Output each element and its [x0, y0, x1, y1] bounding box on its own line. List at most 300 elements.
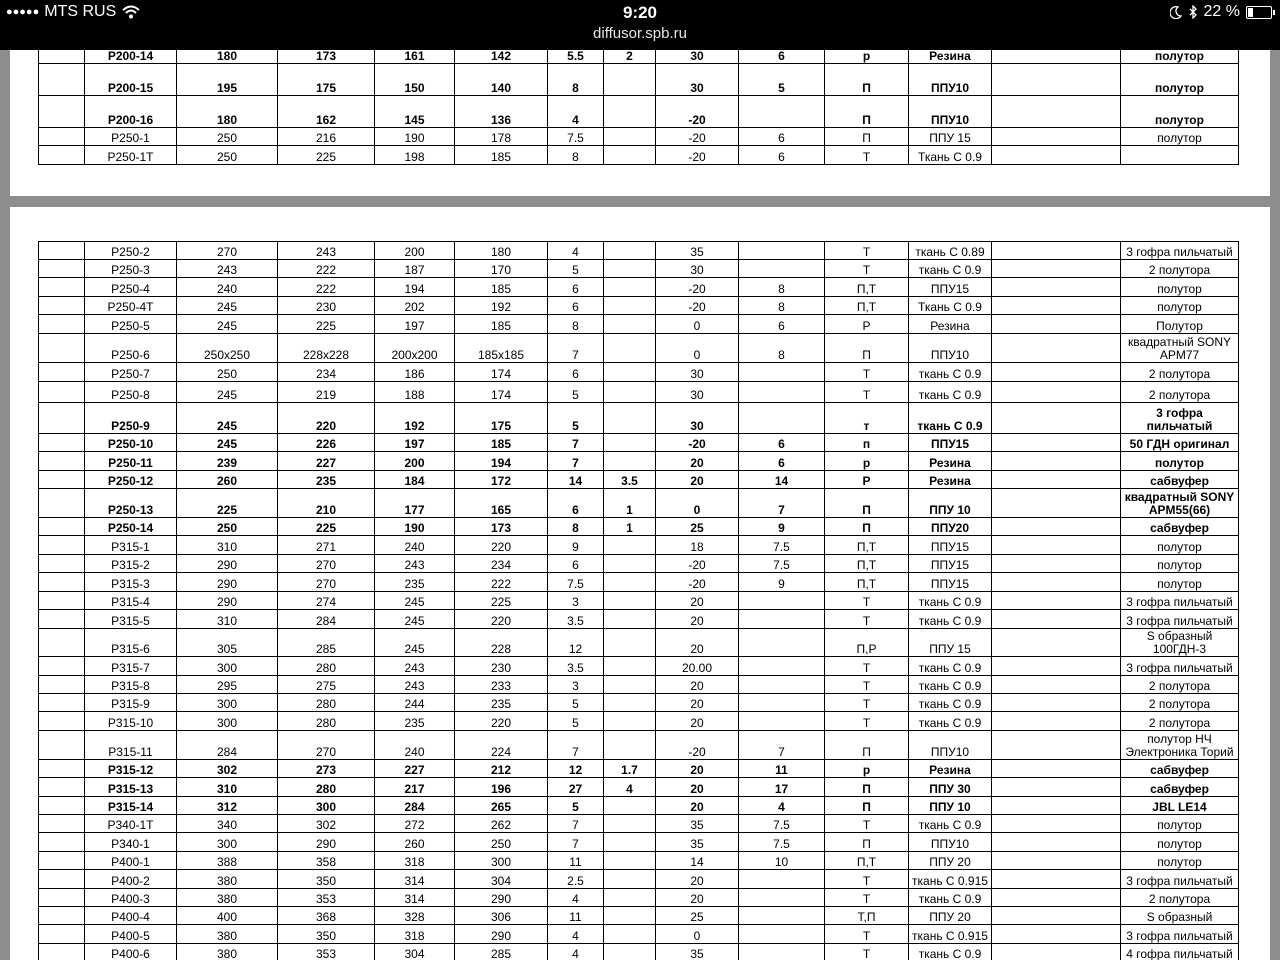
table-cell: 172	[455, 471, 548, 489]
table-cell: 185	[455, 434, 548, 452]
table-cell: Т	[825, 592, 909, 610]
table-cell: полутор	[1121, 297, 1239, 315]
table-cell	[39, 629, 85, 657]
table-row	[39, 434, 1239, 452]
table-cell: ППУ15	[909, 278, 992, 297]
table-cell: 217	[375, 778, 455, 797]
table-cell: 230	[278, 297, 375, 315]
table-cell: П	[825, 64, 909, 96]
table-cell: 5	[739, 64, 825, 96]
table-cell: 3 гофра пильчатый	[1121, 403, 1239, 434]
table-cell: ткань С 0.9	[909, 889, 992, 907]
table-cell: 220	[278, 403, 375, 434]
table-row	[39, 778, 1239, 797]
table-cell: 7.5	[739, 815, 825, 833]
table-cell: 2 полутора	[1121, 676, 1239, 694]
table-cell: 177	[375, 489, 455, 518]
table-cell: 185	[455, 315, 548, 334]
table-cell: -20	[656, 146, 739, 165]
table-body-page1	[39, 50, 1239, 165]
table-cell: 272	[375, 815, 455, 833]
table-cell	[992, 731, 1121, 760]
table-cell	[992, 536, 1121, 555]
table-cell	[39, 925, 85, 944]
table-cell: P315-1	[85, 536, 177, 555]
table-cell: 20	[656, 889, 739, 907]
table-cell: полутор	[1121, 96, 1239, 128]
table-cell: 224	[455, 731, 548, 760]
table-cell: Т	[825, 815, 909, 833]
table-row	[39, 536, 1239, 555]
table-cell: 290	[177, 555, 278, 573]
table-cell: 245	[375, 592, 455, 610]
table-cell: 25	[656, 518, 739, 536]
table-cell: П	[825, 731, 909, 760]
table-cell: 30	[656, 403, 739, 434]
table-cell: Т	[825, 146, 909, 165]
table-row	[39, 712, 1239, 731]
table-cell: 7	[548, 815, 604, 833]
table-cell	[39, 471, 85, 489]
table-cell: P340-1T	[85, 815, 177, 833]
table-cell: П,Т	[825, 536, 909, 555]
table-cell: P315-14	[85, 797, 177, 815]
table-cell: 186	[375, 363, 455, 382]
table-cell: 270	[177, 242, 278, 260]
table-cell: P400-4	[85, 907, 177, 925]
table-cell: 245	[375, 629, 455, 657]
table-cell: 210	[278, 489, 375, 518]
table-row	[39, 242, 1239, 260]
table-cell: ткань С 0.9	[909, 363, 992, 382]
table-cell: 380	[177, 925, 278, 944]
table-cell	[604, 797, 656, 815]
bluetooth-icon	[1188, 5, 1198, 19]
table-cell: 200x200	[375, 334, 455, 363]
table-cell: Ткань С 0.9	[909, 297, 992, 315]
table-cell: ППУ10	[909, 64, 992, 96]
table-cell: 192	[375, 403, 455, 434]
table-cell: Резина	[909, 471, 992, 489]
table-cell	[39, 815, 85, 833]
table-cell	[39, 676, 85, 694]
table-cell: 275	[278, 676, 375, 694]
table-cell: 300	[455, 852, 548, 870]
table-cell: П	[825, 797, 909, 815]
table-cell	[39, 128, 85, 146]
table-row	[39, 870, 1239, 889]
table-cell: Полутор	[1121, 315, 1239, 334]
table-row	[39, 797, 1239, 815]
table-cell	[992, 852, 1121, 870]
table-cell: 4	[548, 96, 604, 128]
table-cell: 270	[278, 573, 375, 592]
table-cell	[992, 870, 1121, 889]
table-cell: 5.5	[548, 50, 604, 64]
table-cell: 244	[375, 694, 455, 712]
table-cell: 20	[656, 676, 739, 694]
table-cell: 9	[548, 536, 604, 555]
table-cell: П,Р	[825, 629, 909, 657]
table-cell: 197	[375, 434, 455, 452]
table-cell	[739, 944, 825, 960]
table-cell	[604, 815, 656, 833]
table-cell: 2 полутора	[1121, 260, 1239, 278]
table-row	[39, 657, 1239, 676]
table-cell: 162	[278, 96, 375, 128]
table-cell: 7	[548, 452, 604, 471]
table-row	[39, 889, 1239, 907]
table-row	[39, 518, 1239, 536]
table-row	[39, 260, 1239, 278]
table-cell: 180	[455, 242, 548, 260]
table-cell: ткань С 0.9	[909, 260, 992, 278]
table-cell: 20	[656, 778, 739, 797]
table-cell: Т,П	[825, 907, 909, 925]
table-cell: 304	[375, 944, 455, 960]
table-cell: 9	[739, 573, 825, 592]
table-cell	[39, 870, 85, 889]
table-cell: Т	[825, 712, 909, 731]
table-cell: 243	[375, 657, 455, 676]
table-cell: P200-16	[85, 96, 177, 128]
table-cell	[39, 731, 85, 760]
table-cell: 8	[548, 315, 604, 334]
table-cell: 7.5	[548, 128, 604, 146]
table-cell: П	[825, 518, 909, 536]
table-cell: Т	[825, 925, 909, 944]
table-cell: 306	[455, 907, 548, 925]
table-cell: 225	[177, 489, 278, 518]
table-cell: ППУ 20	[909, 852, 992, 870]
table-cell: 50 ГДН оригинал	[1121, 434, 1239, 452]
table-cell: 190	[375, 518, 455, 536]
table-cell: P315-8	[85, 676, 177, 694]
table-cell: 2 полутора	[1121, 382, 1239, 403]
table-cell: 8	[739, 297, 825, 315]
table-cell: 285	[455, 944, 548, 960]
table-cell: 6	[739, 146, 825, 165]
table-cell: 4	[548, 889, 604, 907]
table-cell: 300	[278, 797, 375, 815]
table-cell: 3.5	[604, 471, 656, 489]
table-cell	[992, 657, 1121, 676]
table-cell: 173	[278, 50, 375, 64]
table-cell	[992, 489, 1121, 518]
table-cell: ткань С 0.9	[909, 815, 992, 833]
table-cell: 240	[177, 278, 278, 297]
table-cell: P315-2	[85, 555, 177, 573]
table-cell: ткань С 0.9	[909, 712, 992, 731]
table-cell	[992, 778, 1121, 797]
table-cell: ткань С 0.9	[909, 403, 992, 434]
table-cell: Резина	[909, 452, 992, 471]
table-cell	[39, 315, 85, 334]
table-cell: ППУ 10	[909, 797, 992, 815]
table-row	[39, 592, 1239, 610]
table-cell: 353	[278, 889, 375, 907]
table-cell: 6	[739, 50, 825, 64]
table-cell: 220	[455, 536, 548, 555]
table-row	[39, 676, 1239, 694]
table-cell: 240	[375, 536, 455, 555]
table-cell	[739, 592, 825, 610]
table-cell: 188	[375, 382, 455, 403]
table-cell: 178	[455, 128, 548, 146]
table-cell	[39, 403, 85, 434]
table-cell: 174	[455, 382, 548, 403]
table-cell: 235	[375, 573, 455, 592]
table-cell: 20	[656, 592, 739, 610]
table-cell: 12	[548, 629, 604, 657]
table-cell: 368	[278, 907, 375, 925]
table-cell: 400	[177, 907, 278, 925]
table-cell	[992, 96, 1121, 128]
table-cell: полутор	[1121, 852, 1239, 870]
table-cell: 245	[375, 610, 455, 629]
table-cell: 6	[548, 297, 604, 315]
table-cell: P400-2	[85, 870, 177, 889]
table-cell	[992, 889, 1121, 907]
table-cell: 8	[548, 146, 604, 165]
table-cell: 2 полутора	[1121, 889, 1239, 907]
table-cell: 271	[278, 536, 375, 555]
table-cell: 20	[656, 797, 739, 815]
table-cell	[39, 452, 85, 471]
table-cell: 11	[548, 852, 604, 870]
table-cell: P250-2	[85, 242, 177, 260]
table-cell: полутор	[1121, 536, 1239, 555]
table-cell: 3	[548, 676, 604, 694]
table-cell: ткань С 0.89	[909, 242, 992, 260]
table-cell: 235	[278, 471, 375, 489]
table-row	[39, 297, 1239, 315]
table-cell: ткань С 0.9	[909, 382, 992, 403]
table-cell: 310	[177, 610, 278, 629]
address-url[interactable]: diffusor.spb.ru	[593, 25, 687, 42]
table-cell: P250-4	[85, 278, 177, 297]
table-cell	[604, 852, 656, 870]
table-cell: 30	[656, 50, 739, 64]
table-cell: 185	[455, 278, 548, 297]
table-cell	[604, 146, 656, 165]
table-cell: 6	[548, 489, 604, 518]
moon-icon	[1170, 6, 1182, 19]
table-cell: 250	[177, 146, 278, 165]
table-cell: т	[825, 403, 909, 434]
table-cell: -20	[656, 128, 739, 146]
table-cell: ППУ15	[909, 555, 992, 573]
table-cell: 35	[656, 944, 739, 960]
table-cell	[992, 592, 1121, 610]
table-cell	[604, 555, 656, 573]
table-cell: 0	[656, 315, 739, 334]
table-cell: 4	[548, 925, 604, 944]
table-cell: 9	[739, 518, 825, 536]
table-cell: 3 гофра пильчатый	[1121, 870, 1239, 889]
table-cell	[39, 833, 85, 852]
table-cell: квадратный SONY APM55(66)	[1121, 489, 1239, 518]
table-cell: 212	[455, 760, 548, 778]
table-cell	[39, 382, 85, 403]
table-cell	[604, 610, 656, 629]
table-cell	[39, 778, 85, 797]
table-cell: 136	[455, 96, 548, 128]
table-cell	[604, 242, 656, 260]
table-cell	[39, 278, 85, 297]
table-row	[39, 852, 1239, 870]
table-cell: 250x250	[177, 334, 278, 363]
table-cell: П,Т	[825, 278, 909, 297]
table-cell: Т	[825, 242, 909, 260]
table-cell: 20	[656, 629, 739, 657]
table-cell: P400-3	[85, 889, 177, 907]
table-cell: 7	[548, 334, 604, 363]
table-cell	[992, 434, 1121, 452]
table-cell: ППУ20	[909, 518, 992, 536]
table-cell	[604, 833, 656, 852]
table-cell: 6	[548, 278, 604, 297]
table-cell: 250	[177, 128, 278, 146]
table-cell: полутор	[1121, 278, 1239, 297]
table-cell: 4	[548, 944, 604, 960]
table-cell	[739, 363, 825, 382]
table-cell: ткань С 0.9	[909, 592, 992, 610]
table-cell: 304	[455, 870, 548, 889]
table-cell	[39, 592, 85, 610]
table-cell	[39, 96, 85, 128]
table-cell	[739, 403, 825, 434]
battery-percent: 22 %	[1203, 3, 1240, 20]
table-cell: ткань С 0.915	[909, 925, 992, 944]
table-cell	[992, 815, 1121, 833]
table-row	[39, 629, 1239, 657]
table-cell: 227	[278, 452, 375, 471]
table-cell: 245	[177, 434, 278, 452]
table-cell: 7	[739, 731, 825, 760]
table-cell: 3.5	[548, 610, 604, 629]
table-cell: ткань С 0.9	[909, 610, 992, 629]
table-row	[39, 96, 1239, 128]
table-cell: 7	[739, 489, 825, 518]
table-cell	[739, 889, 825, 907]
table-cell	[992, 315, 1121, 334]
table-cell: 202	[375, 297, 455, 315]
table-cell: 35	[656, 833, 739, 852]
table-cell	[39, 694, 85, 712]
table-cell: P315-6	[85, 629, 177, 657]
table-cell: 274	[278, 592, 375, 610]
table-cell	[39, 260, 85, 278]
table-cell: P250-7	[85, 363, 177, 382]
table-cell	[992, 925, 1121, 944]
clock: 9:20	[622, 3, 658, 22]
table-cell	[992, 382, 1121, 403]
table-cell: 265	[455, 797, 548, 815]
table-cell: 7.5	[548, 573, 604, 592]
table-cell	[992, 610, 1121, 629]
table-cell: 6	[739, 315, 825, 334]
table-cell	[739, 242, 825, 260]
table-cell: 235	[375, 712, 455, 731]
table-cell: P315-4	[85, 592, 177, 610]
table-cell: полутор	[1121, 64, 1239, 96]
table-cell	[992, 760, 1121, 778]
table-cell: 35	[656, 242, 739, 260]
table-cell: 7.5	[739, 555, 825, 573]
table-row	[39, 50, 1239, 64]
table-cell: ППУ10	[909, 334, 992, 363]
table-cell: P315-3	[85, 573, 177, 592]
table-cell: П	[825, 334, 909, 363]
table-cell: P315-11	[85, 731, 177, 760]
table-cell: 161	[375, 50, 455, 64]
table-cell: 185x185	[455, 334, 548, 363]
table-cell: сабвуфер	[1121, 778, 1239, 797]
table-cell: -20	[656, 297, 739, 315]
table-cell: П	[825, 833, 909, 852]
table-cell: 243	[177, 260, 278, 278]
table-cell: 300	[177, 712, 278, 731]
table-cell: Резина	[909, 760, 992, 778]
carrier-name: MTS RUS	[44, 3, 117, 20]
table-cell: 216	[278, 128, 375, 146]
table-cell	[992, 334, 1121, 363]
table-cell: П	[825, 128, 909, 146]
table-cell	[604, 128, 656, 146]
table-cell: S образный 100ГДН-3	[1121, 629, 1239, 657]
table-cell: 340	[177, 815, 278, 833]
table-cell: 284	[375, 797, 455, 815]
battery-icon	[1246, 6, 1272, 19]
table-cell: P400-6	[85, 944, 177, 960]
table-cell	[604, 889, 656, 907]
table-cell	[39, 760, 85, 778]
table-cell: 174	[455, 363, 548, 382]
table-row	[39, 278, 1239, 297]
table-cell: 4	[604, 778, 656, 797]
table-cell: 328	[375, 907, 455, 925]
table-cell: 8	[739, 278, 825, 297]
table-cell: 245	[177, 403, 278, 434]
table-cell	[992, 297, 1121, 315]
table-cell: 239	[177, 452, 278, 471]
table-row	[39, 128, 1239, 146]
table-cell: 227	[375, 760, 455, 778]
table-cell: ППУ15	[909, 434, 992, 452]
table-cell: 2.5	[548, 870, 604, 889]
table-cell: 6	[739, 452, 825, 471]
table-cell: 20	[656, 694, 739, 712]
table-cell: 305	[177, 629, 278, 657]
table-cell	[604, 573, 656, 592]
table-cell	[39, 852, 85, 870]
table-cell	[39, 363, 85, 382]
table-cell: P200-15	[85, 64, 177, 96]
table-cell: ППУ10	[909, 833, 992, 852]
table-cell: 194	[375, 278, 455, 297]
table-cell: Т	[825, 657, 909, 676]
table-cell	[992, 260, 1121, 278]
table-cell	[39, 489, 85, 518]
table-cell: 225	[278, 315, 375, 334]
table-cell: 7	[548, 434, 604, 452]
table-cell: 8	[548, 64, 604, 96]
table-cell: 5	[548, 694, 604, 712]
table-cell: -20	[656, 573, 739, 592]
table-cell: 295	[177, 676, 278, 694]
table-cell: Р	[825, 471, 909, 489]
